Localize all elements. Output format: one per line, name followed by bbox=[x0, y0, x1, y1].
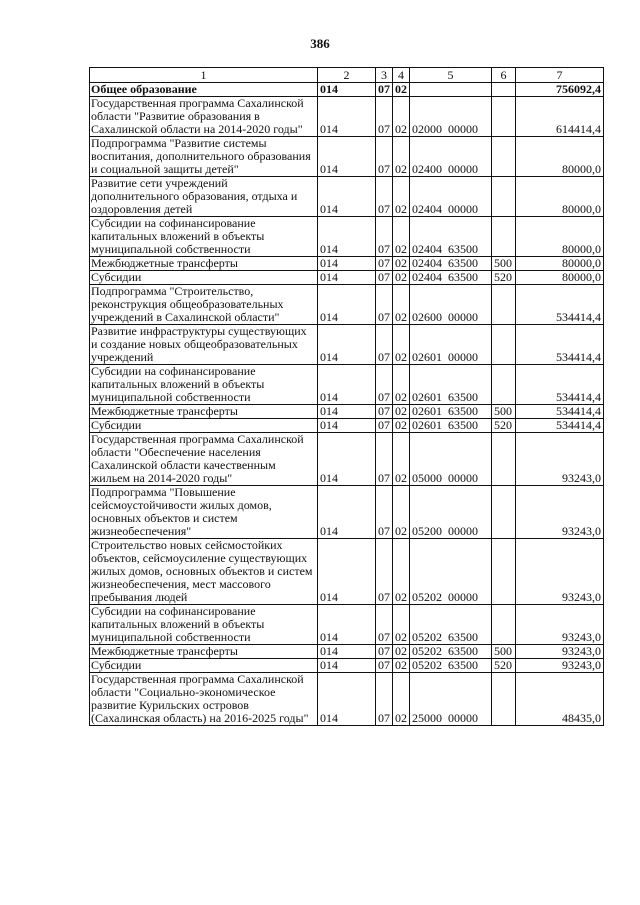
table-row bbox=[90, 673, 604, 726]
table-row bbox=[90, 217, 604, 257]
subsection-code-cell: 02 bbox=[393, 257, 410, 271]
ministry-code-cell: 014 bbox=[318, 645, 376, 659]
target-article-cell bbox=[410, 605, 492, 645]
amount-cell: 93243,0 bbox=[516, 645, 604, 659]
target-article-direction: 63500 bbox=[448, 418, 478, 432]
header-cell: 2 bbox=[318, 68, 376, 83]
table-row bbox=[90, 83, 604, 97]
table-row bbox=[90, 419, 604, 433]
target-article-cell bbox=[410, 486, 492, 539]
target-article-program: 02404 bbox=[412, 242, 442, 256]
table-row bbox=[90, 645, 604, 659]
target-article-direction: 63500 bbox=[448, 644, 478, 658]
expense-type-cell bbox=[492, 97, 516, 137]
target-article-program: 02600 bbox=[412, 310, 442, 324]
row-name-cell: Государственная программа Сахалинской области "Обеспечение населения Сахалинской области качественным жильем на 2014-2020 годы" bbox=[90, 433, 318, 486]
amount-cell: 80000,0 bbox=[516, 177, 604, 217]
target-article-direction: 00000 bbox=[448, 590, 478, 604]
row-name-cell: Субсидии на софинансирование капитальных вложений в объекты муниципальной собственности bbox=[90, 365, 318, 405]
target-article-direction: 63500 bbox=[448, 256, 478, 270]
section-code-cell: 07 bbox=[376, 539, 393, 605]
expense-type-cell: 500 bbox=[492, 645, 516, 659]
amount-cell: 614414,4 bbox=[516, 97, 604, 137]
target-article-program: 05202 bbox=[412, 658, 442, 672]
section-code-cell: 07 bbox=[376, 645, 393, 659]
section-code-cell: 07 bbox=[376, 271, 393, 285]
header-cell: 5 bbox=[410, 68, 492, 83]
target-article-cell bbox=[410, 137, 492, 177]
expense-type-cell bbox=[492, 365, 516, 405]
amount-cell: 534414,4 bbox=[516, 285, 604, 325]
target-article-direction: 00000 bbox=[448, 350, 478, 364]
amount-cell: 80000,0 bbox=[516, 257, 604, 271]
target-article-direction: 63500 bbox=[448, 390, 478, 404]
expense-type-cell: 520 bbox=[492, 659, 516, 673]
row-name-cell: Подпрограмма "Повышение сейсмоустойчивости жилых домов, основных объектов и систем жизнеобеспечения" bbox=[90, 486, 318, 539]
section-code-cell: 07 bbox=[376, 217, 393, 257]
amount-cell: 93243,0 bbox=[516, 486, 604, 539]
table-row bbox=[90, 271, 604, 285]
section-code-cell: 07 bbox=[376, 257, 393, 271]
target-article-program: 05202 bbox=[412, 644, 442, 658]
row-name-cell: Субсидии bbox=[90, 659, 318, 673]
ministry-code-cell: 014 bbox=[318, 257, 376, 271]
target-article-direction: 00000 bbox=[448, 162, 478, 176]
target-article-program: 05000 bbox=[412, 471, 442, 485]
subsection-code-cell: 02 bbox=[393, 419, 410, 433]
row-name-cell: Подпрограмма "Развитие системы воспитания, дополнительного образования и социальной защиты детей" bbox=[90, 137, 318, 177]
table-row bbox=[90, 605, 604, 645]
target-article-cell bbox=[410, 433, 492, 486]
row-name-cell: Государственная программа Сахалинской области "Социально-экономическое развитие Курильских островов (Сахалинская область) на 2016-2025 годы" bbox=[90, 673, 318, 726]
subsection-code-cell: 02 bbox=[393, 177, 410, 217]
target-article-cell bbox=[410, 217, 492, 257]
ministry-code-cell: 014 bbox=[318, 539, 376, 605]
amount-cell: 534414,4 bbox=[516, 405, 604, 419]
subsection-code-cell: 02 bbox=[393, 486, 410, 539]
page-number: 386 bbox=[310, 36, 330, 51]
row-name-cell: Межбюджетные трансферты bbox=[90, 645, 318, 659]
amount-cell: 93243,0 bbox=[516, 605, 604, 645]
section-code-cell: 07 bbox=[376, 97, 393, 137]
expense-type-cell bbox=[492, 285, 516, 325]
section-code-cell: 07 bbox=[376, 659, 393, 673]
section-code-cell: 07 bbox=[376, 486, 393, 539]
row-name-cell: Развитие инфраструктуры существующих и создание новых общеобразовательных учреждений bbox=[90, 325, 318, 365]
ministry-code-cell: 014 bbox=[318, 365, 376, 405]
header-cell: 3 bbox=[376, 68, 393, 83]
table-row bbox=[90, 285, 604, 325]
expense-type-cell bbox=[492, 137, 516, 177]
target-article-cell bbox=[410, 405, 492, 419]
amount-cell: 93243,0 bbox=[516, 659, 604, 673]
ministry-code-cell: 014 bbox=[318, 325, 376, 365]
table-row bbox=[90, 486, 604, 539]
subsection-code-cell: 02 bbox=[393, 285, 410, 325]
ministry-code-cell: 014 bbox=[318, 486, 376, 539]
target-article-cell bbox=[410, 285, 492, 325]
target-article-program: 02000 bbox=[412, 122, 442, 136]
subsection-code-cell: 02 bbox=[393, 433, 410, 486]
subsection-code-cell: 02 bbox=[393, 539, 410, 605]
table-row bbox=[90, 405, 604, 419]
row-name-cell: Субсидии bbox=[90, 419, 318, 433]
target-article-program: 05202 bbox=[412, 630, 442, 644]
amount-cell: 93243,0 bbox=[516, 433, 604, 486]
amount-cell: 80000,0 bbox=[516, 137, 604, 177]
amount-cell: 48435,0 bbox=[516, 673, 604, 726]
subsection-code-cell: 02 bbox=[393, 97, 410, 137]
row-name-cell: Субсидии на софинансирование капитальных вложений в объекты муниципальной собственности bbox=[90, 217, 318, 257]
section-code-cell: 07 bbox=[376, 419, 393, 433]
target-article-program: 02601 bbox=[412, 404, 442, 418]
expense-type-cell bbox=[492, 177, 516, 217]
target-article-program: 02601 bbox=[412, 418, 442, 432]
subsection-code-cell: 02 bbox=[393, 271, 410, 285]
target-article-direction: 00000 bbox=[448, 471, 478, 485]
amount-cell: 534414,4 bbox=[516, 419, 604, 433]
subsection-code-cell: 02 bbox=[393, 365, 410, 405]
row-name-cell: Субсидии на софинансирование капитальных вложений в объекты муниципальной собственности bbox=[90, 605, 318, 645]
table-row bbox=[90, 539, 604, 605]
subsection-code-cell: 02 bbox=[393, 605, 410, 645]
target-article-program: 02404 bbox=[412, 270, 442, 284]
section-code-cell: 07 bbox=[376, 285, 393, 325]
expense-type-cell bbox=[492, 83, 516, 97]
budget-table bbox=[89, 67, 604, 726]
subsection-code-cell: 02 bbox=[393, 83, 410, 97]
expense-type-cell bbox=[492, 673, 516, 726]
amount-cell: 534414,4 bbox=[516, 325, 604, 365]
ministry-code-cell: 014 bbox=[318, 137, 376, 177]
expense-type-cell bbox=[492, 217, 516, 257]
section-code-cell: 07 bbox=[376, 605, 393, 645]
ministry-code-cell: 014 bbox=[318, 405, 376, 419]
target-article-program: 25000 bbox=[412, 711, 442, 725]
target-article-program: 05202 bbox=[412, 590, 442, 604]
row-name-cell: Подпрограмма "Строительство, реконструкция общеобразовательных учреждений в Сахалинской области" bbox=[90, 285, 318, 325]
expense-type-cell: 500 bbox=[492, 405, 516, 419]
header-cell: 1 bbox=[90, 68, 318, 83]
expense-type-cell: 500 bbox=[492, 257, 516, 271]
target-article-direction: 00000 bbox=[448, 310, 478, 324]
ministry-code-cell: 014 bbox=[318, 285, 376, 325]
expense-type-cell bbox=[492, 325, 516, 365]
expense-type-cell: 520 bbox=[492, 419, 516, 433]
row-name-cell: Государственная программа Сахалинской области "Развитие образования в Сахалинской области на 2014-2020 годы" bbox=[90, 97, 318, 137]
table-row bbox=[90, 433, 604, 486]
target-article-cell bbox=[410, 83, 492, 97]
subsection-code-cell: 02 bbox=[393, 325, 410, 365]
section-code-cell: 07 bbox=[376, 177, 393, 217]
table-row bbox=[90, 97, 604, 137]
target-article-direction: 63500 bbox=[448, 404, 478, 418]
target-article-direction: 00000 bbox=[448, 711, 478, 725]
table-row bbox=[90, 365, 604, 405]
ministry-code-cell: 014 bbox=[318, 673, 376, 726]
table-row bbox=[90, 325, 604, 365]
expense-type-cell: 520 bbox=[492, 271, 516, 285]
subsection-code-cell: 02 bbox=[393, 405, 410, 419]
header-cell: 7 bbox=[516, 68, 604, 83]
expense-type-cell bbox=[492, 433, 516, 486]
ministry-code-cell: 014 bbox=[318, 433, 376, 486]
row-name-cell: Общее образование bbox=[90, 83, 318, 97]
row-name-cell: Межбюджетные трансферты bbox=[90, 257, 318, 271]
table-header-row bbox=[90, 68, 604, 83]
row-name-cell: Строительство новых сейсмостойких объектов, сейсмоусиление существующих жилых домов, основных объектов и систем жизнеобеспечения, мест массового пребывания людей bbox=[90, 539, 318, 605]
target-article-cell bbox=[410, 177, 492, 217]
ministry-code-cell: 014 bbox=[318, 97, 376, 137]
target-article-direction: 63500 bbox=[448, 630, 478, 644]
target-article-cell bbox=[410, 539, 492, 605]
section-code-cell: 07 bbox=[376, 325, 393, 365]
target-article-program: 02601 bbox=[412, 350, 442, 364]
table-row bbox=[90, 177, 604, 217]
amount-cell: 80000,0 bbox=[516, 217, 604, 257]
subsection-code-cell: 02 bbox=[393, 659, 410, 673]
ministry-code-cell: 014 bbox=[318, 177, 376, 217]
ministry-code-cell: 014 bbox=[318, 217, 376, 257]
target-article-cell bbox=[410, 419, 492, 433]
target-article-program: 05200 bbox=[412, 524, 442, 538]
ministry-code-cell: 014 bbox=[318, 659, 376, 673]
section-code-cell: 07 bbox=[376, 137, 393, 177]
target-article-direction: 63500 bbox=[448, 658, 478, 672]
subsection-code-cell: 02 bbox=[393, 137, 410, 177]
target-article-cell bbox=[410, 271, 492, 285]
target-article-program: 02400 bbox=[412, 162, 442, 176]
section-code-cell: 07 bbox=[376, 433, 393, 486]
amount-cell: 756092,4 bbox=[516, 83, 604, 97]
ministry-code-cell: 014 bbox=[318, 271, 376, 285]
amount-cell: 80000,0 bbox=[516, 271, 604, 285]
subsection-code-cell: 02 bbox=[393, 217, 410, 257]
subsection-code-cell: 02 bbox=[393, 645, 410, 659]
section-code-cell: 07 bbox=[376, 365, 393, 405]
target-article-cell bbox=[410, 257, 492, 271]
target-article-direction: 00000 bbox=[448, 202, 478, 216]
row-name-cell: Межбюджетные трансферты bbox=[90, 405, 318, 419]
target-article-program: 02601 bbox=[412, 390, 442, 404]
header-cell: 4 bbox=[393, 68, 410, 83]
expense-type-cell bbox=[492, 486, 516, 539]
ministry-code-cell: 014 bbox=[318, 605, 376, 645]
section-code-cell: 07 bbox=[376, 83, 393, 97]
section-code-cell: 07 bbox=[376, 673, 393, 726]
expense-type-cell bbox=[492, 605, 516, 645]
target-article-cell bbox=[410, 645, 492, 659]
amount-cell: 534414,4 bbox=[516, 365, 604, 405]
table-row bbox=[90, 257, 604, 271]
header-cell: 6 bbox=[492, 68, 516, 83]
target-article-direction: 00000 bbox=[448, 122, 478, 136]
ministry-code-cell: 014 bbox=[318, 419, 376, 433]
target-article-cell bbox=[410, 659, 492, 673]
target-article-program: 02404 bbox=[412, 202, 442, 216]
table-row bbox=[90, 659, 604, 673]
target-article-cell bbox=[410, 325, 492, 365]
target-article-cell bbox=[410, 365, 492, 405]
table-row bbox=[90, 137, 604, 177]
target-article-program: 02404 bbox=[412, 256, 442, 270]
target-article-cell bbox=[410, 97, 492, 137]
target-article-direction: 00000 bbox=[448, 524, 478, 538]
subsection-code-cell: 02 bbox=[393, 673, 410, 726]
target-article-direction: 63500 bbox=[448, 242, 478, 256]
row-name-cell: Субсидии bbox=[90, 271, 318, 285]
row-name-cell: Развитие сети учреждений дополнительного образования, отдыха и оздоровления детей bbox=[90, 177, 318, 217]
section-code-cell: 07 bbox=[376, 405, 393, 419]
target-article-direction: 63500 bbox=[448, 270, 478, 284]
ministry-code-cell: 014 bbox=[318, 83, 376, 97]
target-article-cell bbox=[410, 673, 492, 726]
amount-cell: 93243,0 bbox=[516, 539, 604, 605]
expense-type-cell bbox=[492, 539, 516, 605]
